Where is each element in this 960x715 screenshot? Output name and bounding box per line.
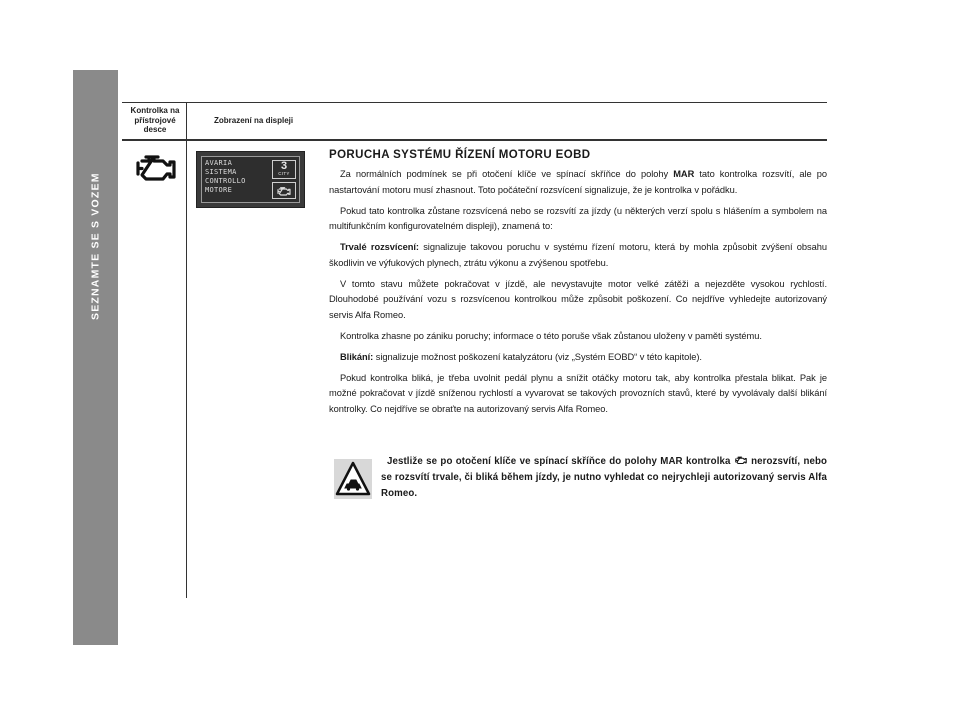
text: tato kontrolka rozsvítí, ale po nastartování motoru musí zhasnout. Toto počáteční rozsvícení signalizuje, že je kontrolka v pořádku. — [329, 169, 827, 195]
text-bold: Blikání: — [340, 351, 374, 362]
page-number: 90 — [86, 668, 105, 687]
gear-indicator — [272, 160, 296, 179]
text: signalizuje možnost poškození katalyzátoru (viz „Systém EOBD“ v této kapitole). — [373, 351, 702, 362]
warning-box — [331, 454, 827, 502]
text: Jestliže se po otočení klíče ve spínací skříňce do polohy MAR kontrolka — [387, 456, 734, 467]
display-line: SISTEMA — [205, 168, 237, 176]
chapter-sidebar — [73, 70, 118, 687]
engine-check-icon — [132, 150, 180, 184]
paragraph: Pokud kontrolka bliká, je třeba uvolnit pedál plynu a snížit otáčky motoru tak, aby kontrolka přestala blikat. Pak je možné pokračovat v jízdě sníženou rychlostí a vyvarovat se takových provozních stavů, které by vyvolávaly další blikání kontrolky. Co nejdříve se obraťte na autorizovaný servis Alfa Romeo. — [329, 372, 827, 415]
engine-check-icon — [734, 455, 748, 465]
chapter-title: SEZNAMTE SE S VOZEM — [89, 172, 102, 320]
header-top-rule — [122, 102, 827, 103]
text: signalizuje takovou poruchu v systému řízení motoru, která by mohla způsobit zvýšení obsahu škodlivin ve výfukových plynech, ztrátu výkonu a zvýšenou spotřebu. — [329, 242, 827, 268]
gear-number: 3 — [280, 160, 288, 172]
column-head-warning-light: Kontrolka na přístrojové desce — [130, 106, 180, 134]
display-screen — [201, 156, 300, 203]
column-head-display: Zobrazení na displeji — [214, 116, 294, 125]
text: Za normálních podmínek se při otočení klíče ve spínací skříňce do polohy — [340, 169, 674, 179]
warning-triangle-icon — [334, 459, 372, 499]
display-line: CONTROLLO — [205, 177, 246, 185]
multifunction-display — [196, 151, 305, 208]
text-bold: MAR — [673, 169, 695, 179]
paragraph — [329, 350, 827, 366]
paragraph: Kontrolka zhasne po zániku poruchy; informace o této poruše však zůstanou uloženy v paměti systému. — [340, 330, 762, 341]
display-line: MOTORE — [205, 186, 233, 194]
paragraph — [329, 240, 827, 271]
engine-check-icon — [276, 185, 292, 197]
paragraph: Pokud tato kontrolka zůstane rozsvícená nebo se rozsvítí za jízdy (u některých verzí spolu s hlášením a symbolem na multifunkčním konfigurovatelném displeji), znamená to: — [329, 205, 827, 232]
warning-text — [381, 454, 827, 502]
text: nerozsvítí, nebo se rozsvítí trvale, či bliká během jízdy, je nutno vyhledat co nejrychleji autorizovaný servis Alfa Romeo. — [381, 456, 827, 499]
paragraph: V tomto stavu můžete pokračovat v jízdě, ale nevystavujte motor velké zátěži a nejezděte vysokou rychlostí. Dlouhodobé používání vozu s rozsvícenou kontrolkou může způsobit poškození. Co nejdříve vyhledejte autorizovaný servis Alfa Romeo. — [329, 278, 827, 320]
text-bold: Trvalé rozsvícení: — [340, 242, 419, 253]
column-divider — [186, 102, 187, 598]
header-bottom-rule — [122, 139, 827, 141]
paragraph — [329, 167, 827, 198]
section-content — [329, 149, 827, 423]
drive-mode: CITY — [278, 171, 290, 176]
display-line: AVARIA — [205, 159, 233, 167]
display-message — [205, 159, 246, 195]
section-title: PORUCHA SYSTÉMU ŘÍZENÍ MOTORU EOBD — [329, 149, 591, 161]
display-engine-symbol — [272, 182, 296, 199]
